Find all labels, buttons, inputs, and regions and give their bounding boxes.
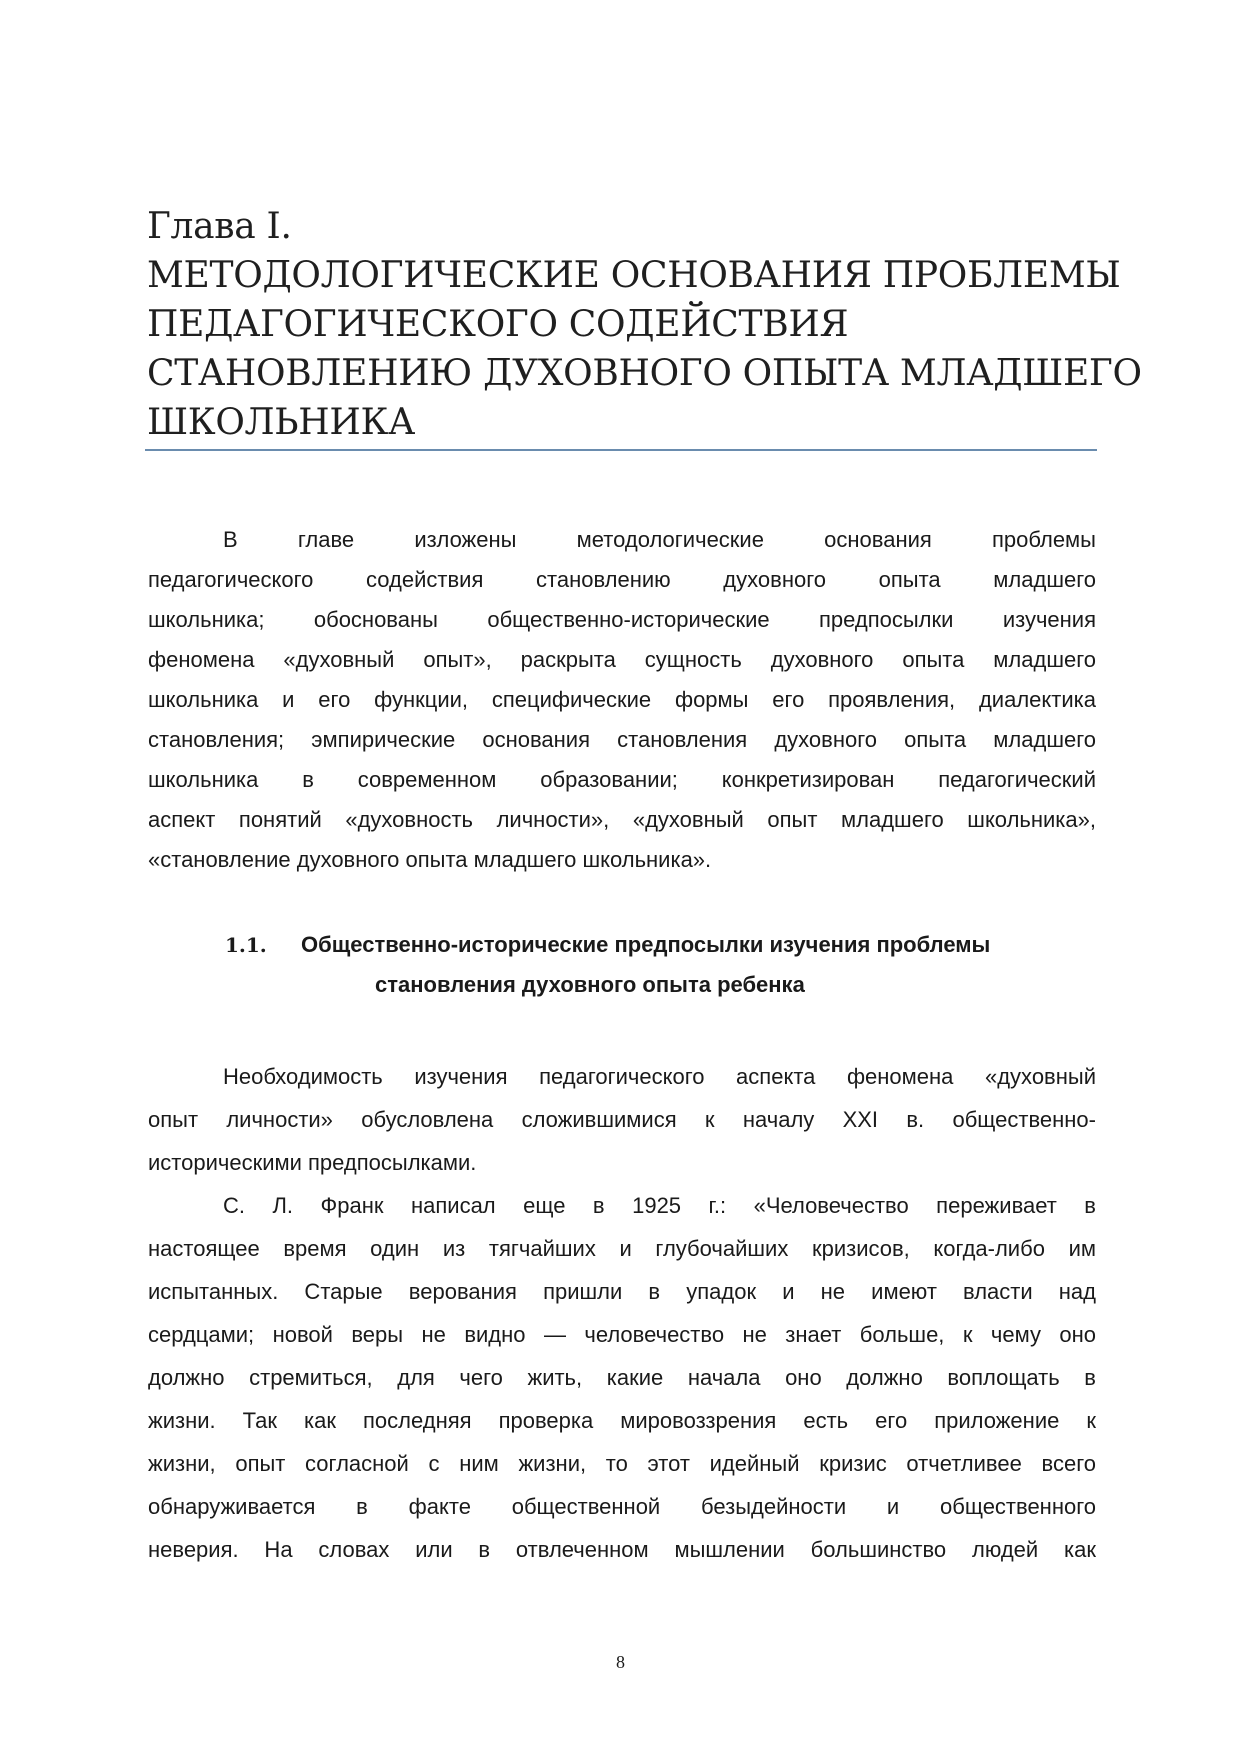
- body-text: [148, 1055, 1096, 1571]
- chapter-title-line: Глава I.: [147, 206, 292, 247]
- body-line: опыт личности» обусловлена сложившимися к началу XXI в. общественно-: [148, 1107, 1096, 1132]
- body-line: должно стремиться, для чего жить, какие начала оно должно воплощать в: [148, 1365, 1096, 1390]
- body-line: обнаруживается в факте общественной безыдейности и общественного: [148, 1494, 1096, 1519]
- chapter-title-line: ШКОЛЬНИКА: [147, 402, 415, 443]
- abstract-line: феномена «духовный опыт», раскрыта сущность духовного опыта младшего: [148, 647, 1096, 672]
- body-line: С. Л. Франк написал еще в 1925 г.: «Человечество переживает в: [223, 1193, 1096, 1218]
- abstract-line: школьника и его функции, специфические формы его проявления, диалектика: [148, 687, 1096, 712]
- body-line: Необходимость изучения педагогического аспекта феномена «духовный: [223, 1064, 1096, 1089]
- body-line: испытанных. Старые верования пришли в упадок и не имеют власти над: [148, 1279, 1096, 1304]
- section-heading: [225, 925, 1090, 1005]
- section-number: 1.1.: [225, 933, 267, 957]
- abstract-line: педагогического содействия становлению духовного опыта младшего: [148, 567, 1096, 592]
- body-line: жизни, опыт согласной с ним жизни, то этот идейный кризис отчетливее всего: [148, 1451, 1096, 1476]
- body-line: настоящее время один из тягчайших и глубочайших кризисов, когда-либо им: [148, 1236, 1096, 1261]
- chapter-title-line: МЕТОДОЛОГИЧЕСКИЕ ОСНОВАНИЯ ПРОБЛЕМЫ: [147, 255, 1121, 296]
- body-line: сердцами; новой веры не видно — человечество не знает больше, к чему оно: [148, 1322, 1096, 1347]
- abstract-line: становления; эмпирические основания становления духовного опыта младшего: [148, 727, 1096, 752]
- abstract-line: школьника в современном образовании; конкретизирован педагогический: [148, 767, 1096, 792]
- heading-divider: [145, 449, 1097, 451]
- page-number: 8: [616, 1652, 625, 1672]
- chapter-heading: [147, 202, 1142, 447]
- abstract-line: аспект понятий «духовность личности», «духовный опыт младшего школьника»,: [148, 807, 1096, 832]
- chapter-abstract: [148, 520, 1096, 880]
- abstract-line: В главе изложены методологические основания проблемы: [223, 527, 1096, 552]
- section-title-line: Общественно-исторические предпосылки изучения проблемы: [301, 932, 991, 957]
- body-line: неверия. На словах или в отвлеченном мышлении большинство людей как: [148, 1537, 1096, 1562]
- abstract-line: «становление духовного опыта младшего школьника».: [148, 847, 712, 872]
- chapter-title-line: ПЕДАГОГИЧЕСКОГО СОДЕЙСТВИЯ: [147, 304, 849, 345]
- abstract-line: школьника; обоснованы общественно-исторические предпосылки изучения: [148, 607, 1096, 632]
- section-title-line: становления духовного опыта ребенка: [375, 972, 805, 997]
- body-line: историческими предпосылками.: [148, 1150, 477, 1175]
- chapter-title-line: СТАНОВЛЕНИЮ ДУХОВНОГО ОПЫТА МЛАДШЕГО: [147, 353, 1142, 394]
- body-line: жизни. Так как последняя проверка мировоззрения есть его приложение к: [148, 1408, 1096, 1433]
